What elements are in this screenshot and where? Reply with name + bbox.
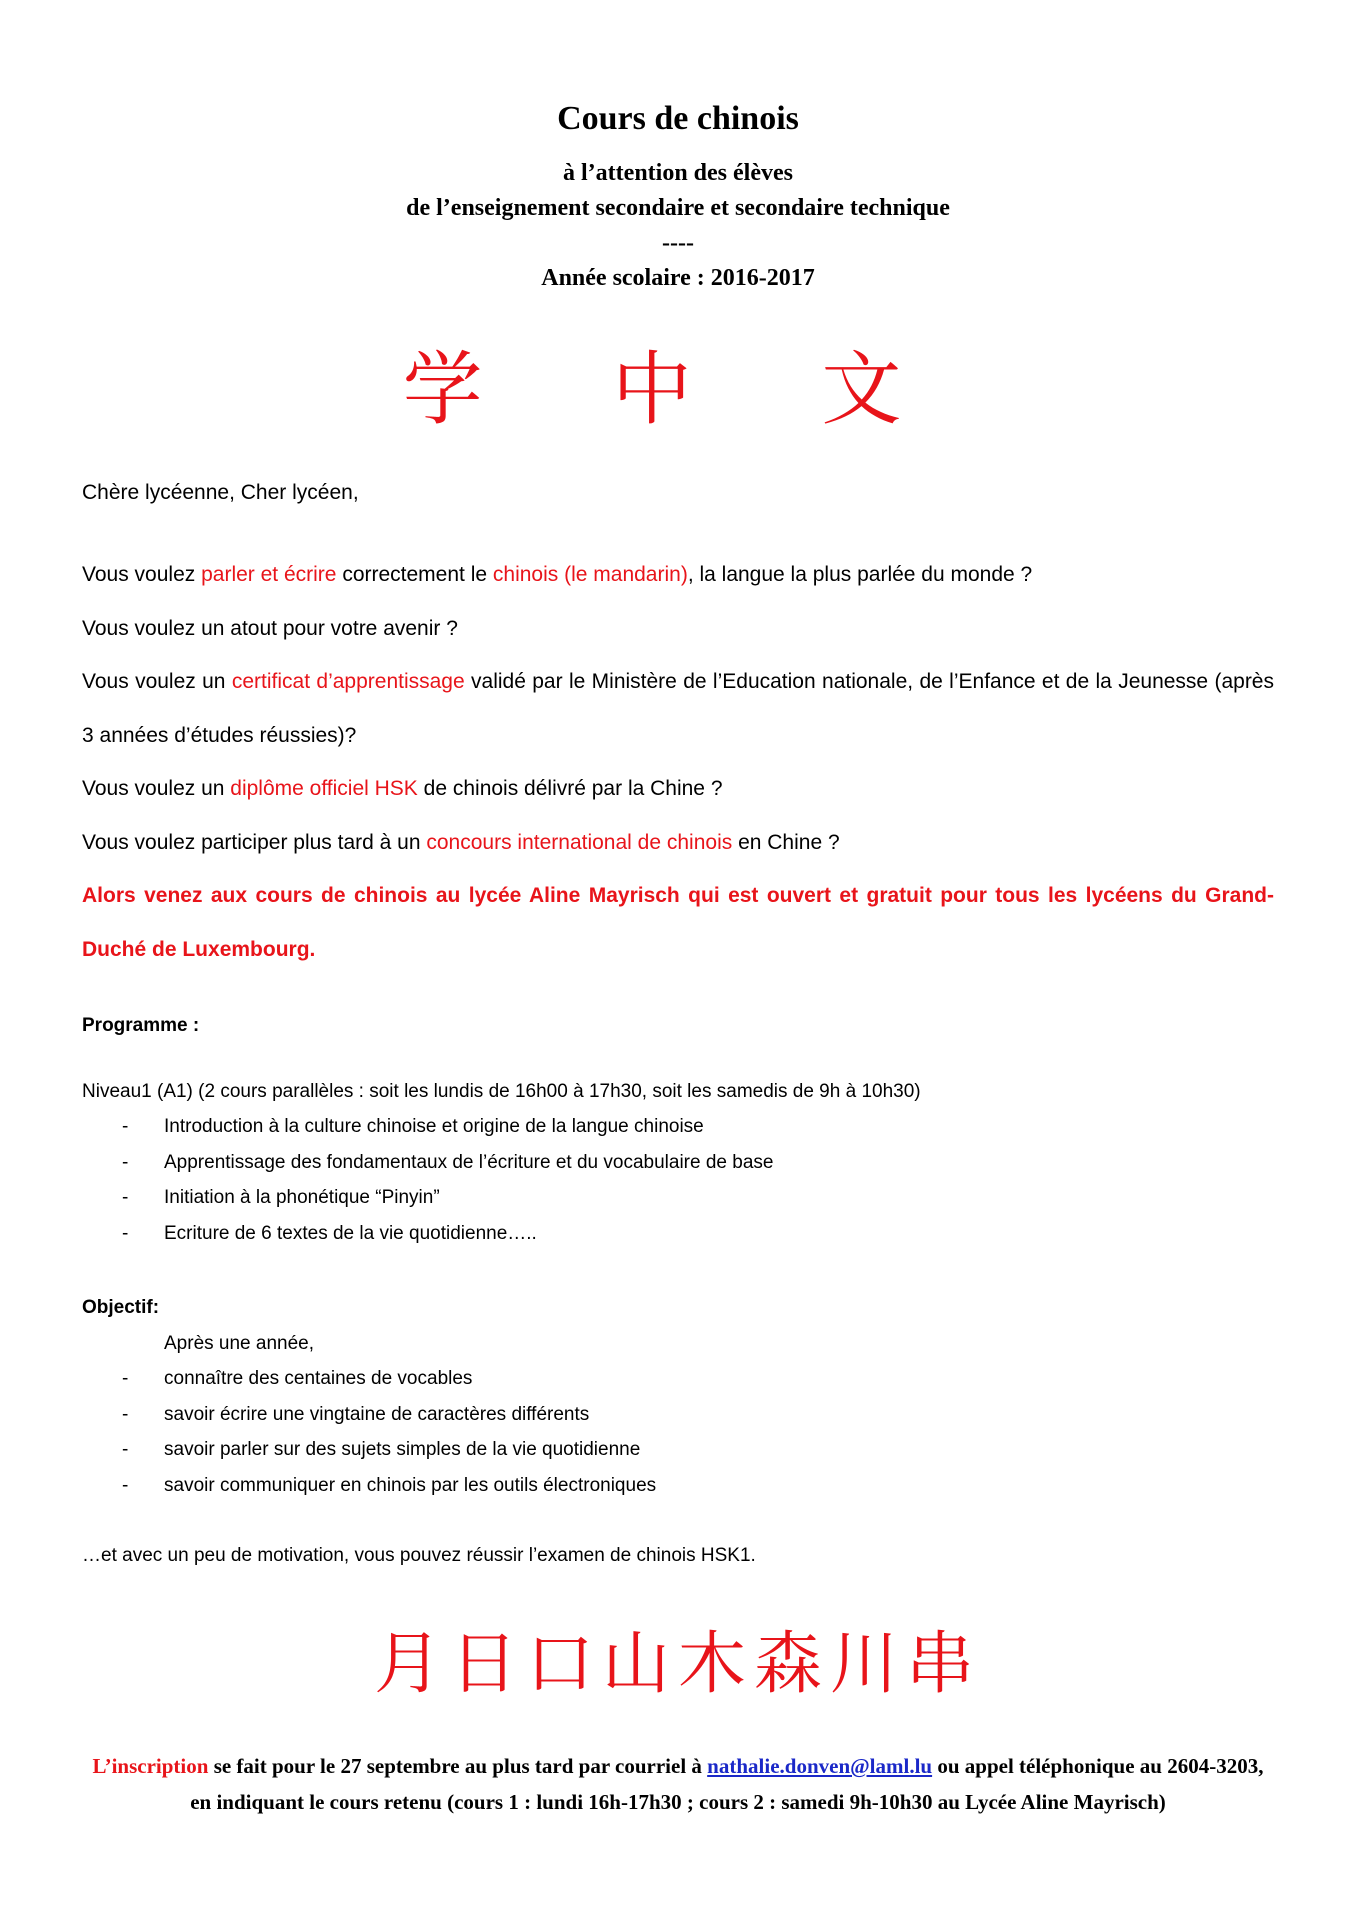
list-item: - savoir écrire une vingtaine de caractères différents (122, 1403, 590, 1425)
email-link[interactable]: nathalie.donven@laml.lu (707, 1754, 933, 1778)
list-item: - Apprentissage des fondamentaux de l’écriture et du vocabulaire de base (122, 1151, 774, 1173)
objectif-list (82, 1361, 1274, 1503)
page-title: Cours de chinois (557, 100, 799, 137)
call-to-action: Alors venez aux cours de chinois au lycée Aline Mayrisch qui est ouvert et gratuit pour tous les lycéens du Grand-Duché de Luxembourg. (82, 884, 1274, 961)
question-hsk-diploma: Vous voulez un diplôme officiel HSK de chinois délivré par la Chine ? (82, 777, 723, 800)
registration-info: L’inscription se fait pour le 27 septembre au plus tard par courriel à nathalie.donven@laml.lu ou appel téléphonique au 2604-3203, en indiquant le cours retenu (cours 1 : lundi 16h-17h30 ; cours 2 : samedi 9h-10h30 au Lycée Aline Mayrisch) (92, 1754, 1264, 1814)
question-future-asset: Vous voulez un atout pour votre avenir ? (82, 616, 458, 640)
programme-list (82, 1109, 1274, 1251)
list-item: - savoir communiquer en chinois par les outils électroniques (122, 1474, 657, 1496)
programme-heading: Programme : (82, 1015, 200, 1036)
audience-line-1: à l’attention des élèves (563, 160, 793, 186)
programme-section (82, 1008, 1274, 1251)
objectif-section (82, 1290, 1274, 1574)
header-separator: ---- (662, 230, 694, 256)
salutation: Chère lycéenne, Cher lycéen, (82, 481, 359, 504)
questions-block (82, 548, 1274, 976)
inscription-label: L’inscription (92, 1754, 209, 1778)
question-competition: Vous voulez participer plus tard à un concours international de chinois en Chine ? (82, 830, 840, 854)
list-item: - Ecriture de 6 textes de la vie quotidienne….. (122, 1222, 537, 1244)
list-item: - Initiation à la phonétique “Pinyin” (122, 1187, 440, 1208)
question-speak-write: Vous voulez parler et écrire correctement le chinois (le mandarin), la langue la plus parlée du monde ? (82, 563, 1033, 586)
chinese-characters-row: 月日口山木森川串 (373, 1625, 982, 1704)
flyer-header (0, 96, 1356, 296)
objectif-heading: Objectif: (82, 1297, 160, 1318)
closing-note: …et avec un peu de motivation, vous pouvez réussir l’examen de chinois HSK1. (82, 1545, 756, 1566)
list-item: - savoir parler sur des sujets simples de la vie quotidienne (122, 1439, 641, 1460)
chinese-title-characters: 学 中 文 (402, 343, 954, 436)
list-item: - connaître des centaines de vocables (122, 1368, 473, 1389)
list-item: - Introduction à la culture chinoise et origine de la langue chinoise (122, 1116, 704, 1137)
question-certificate: Vous voulez un certificat d’apprentissage validé par le Ministère de l’Education nationale, de l’Enfance et de la Jeunesse (après 3 années d’études réussies)? (82, 670, 1274, 747)
objectif-intro: Après une année, (164, 1332, 315, 1354)
school-year: Année scolaire : 2016-2017 (541, 265, 815, 291)
audience-line-2: de l’enseignement secondaire et secondaire technique (406, 195, 950, 221)
programme-level: Niveau1 (A1) (2 cours parallèles : soit les lundis de 16h00 à 17h30, soit les samedis de 9h à 10h30) (82, 1080, 921, 1102)
